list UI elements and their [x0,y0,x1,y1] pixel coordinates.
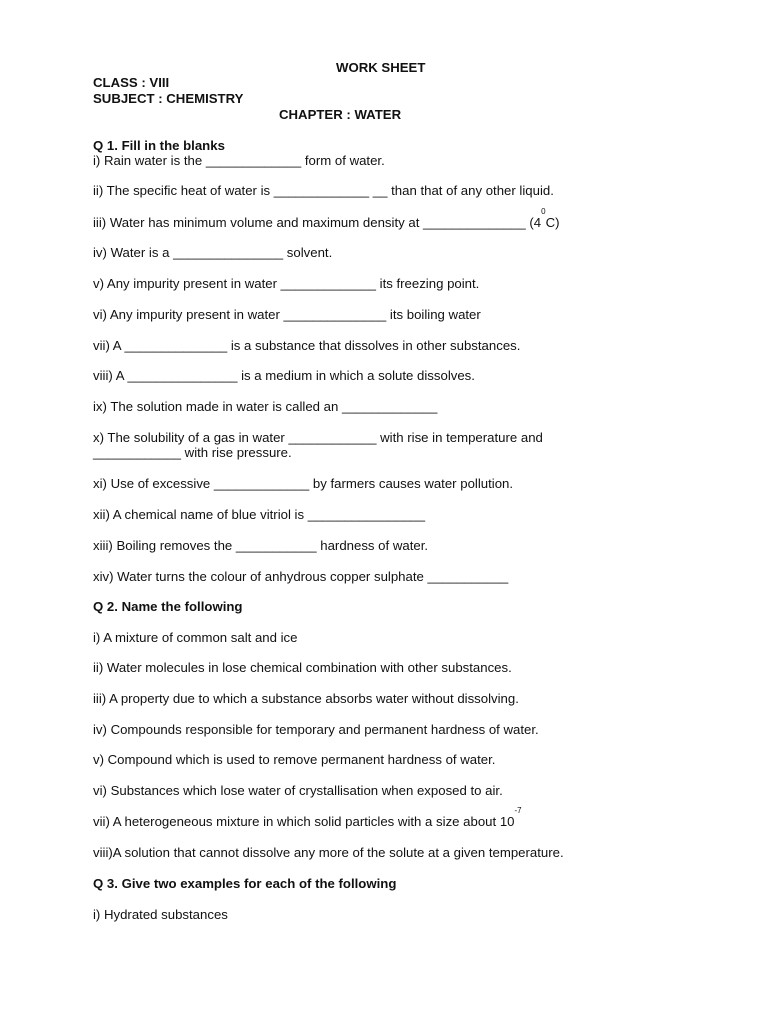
q1-item [93,207,560,231]
worksheet-title: WORK SHEET [336,60,426,75]
q1-item: v) Any impurity present in water _____________ its freezing point. [93,276,480,291]
q2-heading: Q 2. Name the following [93,599,243,614]
q2-item: iii) A property due to which a substance absorbs water without dissolving. [93,691,519,706]
q1-item: iv) Water is a _______________ solvent. [93,245,333,260]
q2-item: ii) Water molecules in lose chemical combination with other substances. [93,660,512,675]
q1-item: ix) The solution made in water is called an _____________ [93,399,438,414]
q1-item: xi) Use of excessive _____________ by farmers causes water pollution. [93,476,514,491]
q3-item: i) Hydrated substances [93,907,228,922]
q2-item: vi) Substances which lose water of crystallisation when exposed to air. [93,783,503,798]
chapter-line: CHAPTER : WATER [279,107,402,122]
q3-heading: Q 3. Give two examples for each of the following [93,876,397,891]
q1-item: viii) A _______________ is a medium in which a solute dissolves. [93,368,475,383]
q1-item: x) The solubility of a gas in water ____________ with rise in temperature and [93,430,543,445]
q1-item: vi) Any impurity present in water ______________ its boiling water [93,307,481,322]
q2-item: iv) Compounds responsible for temporary and permanent hardness of water. [93,722,539,737]
q2-item: v) Compound which is used to remove permanent hardness of water. [93,752,496,767]
q1-item-continuation: ____________ with rise pressure. [93,445,292,460]
q2-item: i) A mixture of common salt and ice [93,630,298,645]
q2-item [93,806,522,830]
q1-item: i) Rain water is the _____________ form of water. [93,153,385,168]
q2-item: viii)A solution that cannot dissolve any more of the solute at a given temperature. [93,845,564,860]
q1-item: xiv) Water turns the colour of anhydrous copper sulphate ___________ [93,569,509,584]
subject-line: SUBJECT : CHEMISTRY [93,91,244,106]
q1-item-iii-tail: C) [545,215,560,230]
q1-item: vii) A ______________ is a substance that dissolves in other substances. [93,338,521,353]
degree-superscript: 0 [541,207,546,216]
class-line: CLASS : VIII [93,75,170,90]
q2-item-vii-text: vii) A heterogeneous mixture in which solid particles with a size about 10 [93,814,515,829]
q1-heading: Q 1. Fill in the blanks [93,138,225,153]
q1-item-iii-text: iii) Water has minimum volume and maximum density at ______________ (4 [93,215,542,230]
q1-item: xiii) Boiling removes the ___________ hardness of water. [93,538,429,553]
q1-item: xii) A chemical name of blue vitriol is ________________ [93,507,426,522]
q1-item: ii) The specific heat of water is _____________ __ than that of any other liquid. [93,183,554,198]
exponent-superscript: -7 [514,806,522,815]
